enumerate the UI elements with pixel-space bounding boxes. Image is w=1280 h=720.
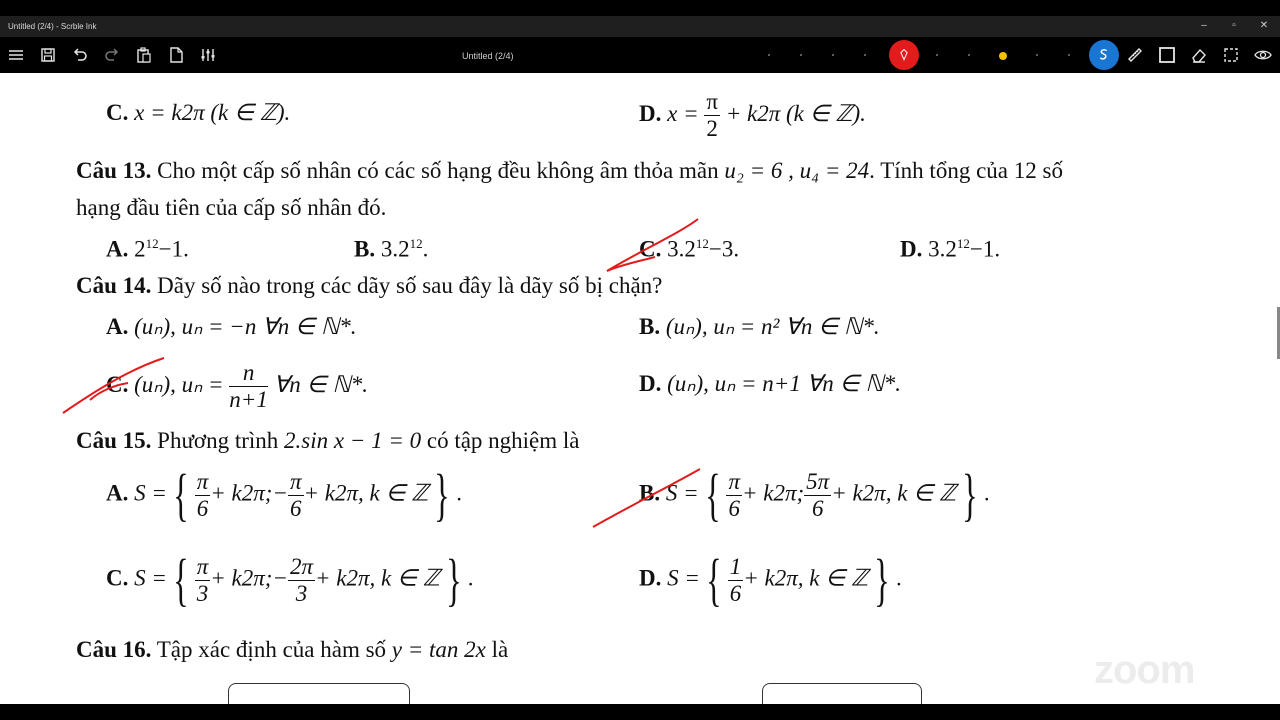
- color-slot[interactable]: [832, 54, 834, 56]
- q13-option-a: A. $2^{12}-1$.: [106, 236, 189, 262]
- q15-question: Câu 15. Phương trình 2.sin x − 1 = 0 có tập nghiệm là: [76, 428, 580, 453]
- paste-icon[interactable]: [135, 46, 153, 64]
- selection-icon[interactable]: [1222, 46, 1240, 64]
- q13-option-c: C. $3.2^{12}-3$.: [639, 236, 740, 262]
- document-canvas[interactable]: [0, 73, 1280, 704]
- close-button[interactable]: ✕: [1259, 20, 1269, 31]
- zoom-watermark: zoom: [1094, 648, 1195, 692]
- q14-question: Câu 14. Dãy số nào trong các dãy số sau đây là dãy số bị chặn?: [76, 273, 663, 298]
- new-page-icon[interactable]: [167, 46, 185, 64]
- q13-option-b: B. $3.2^{12}$.: [354, 236, 429, 262]
- q14-option-c: C. (uₙ), uₙ = $\frac{n}{n+1}$ ∀n ∈ ℕ*.: [106, 360, 369, 412]
- ink-check-q15: [593, 469, 700, 527]
- q12-option-d: D. x = $\frac{\pi}{2}$ + k2π (k ∈ ℤ).: [639, 89, 866, 141]
- q15-option-d: D. S = { $\frac{1}{6}$ + k2π, k ∈ ℤ } .: [639, 547, 902, 612]
- q13-option-d: D. $3.2^{12}-1$.: [900, 236, 1001, 262]
- lasso-pen-icon[interactable]: [1089, 40, 1119, 70]
- save-icon[interactable]: [39, 46, 57, 64]
- q14-option-a: A. (uₙ), uₙ = −n ∀n ∈ ℕ*.: [106, 314, 357, 339]
- shape-square-icon[interactable]: [1158, 46, 1176, 64]
- view-eye-icon[interactable]: [1254, 46, 1272, 64]
- color-slot[interactable]: [936, 54, 938, 56]
- q14-option-b: B. (uₙ), uₙ = n² ∀n ∈ ℕ*.: [639, 314, 880, 339]
- redo-icon[interactable]: [103, 46, 121, 64]
- settings-sliders-icon[interactable]: [199, 46, 217, 64]
- restore-button[interactable]: ▫: [1232, 20, 1236, 31]
- q16-question: Câu 16. Tập xác định của hàm số y = tan 2x là: [76, 637, 509, 662]
- ink-check-q13: [607, 219, 698, 271]
- q13-question-line2: hạng đầu tiên của cấp số nhân đó.: [76, 195, 387, 220]
- yellow-color-dot[interactable]: [999, 52, 1007, 60]
- color-slot[interactable]: [1036, 54, 1038, 56]
- red-pen-icon[interactable]: [889, 40, 919, 70]
- color-slot[interactable]: [864, 54, 866, 56]
- undo-icon[interactable]: [71, 46, 89, 64]
- menu-icon[interactable]: [7, 46, 25, 64]
- ruler-icon[interactable]: [1126, 46, 1144, 64]
- color-slot[interactable]: [800, 54, 802, 56]
- app-toolbar: [0, 37, 1280, 73]
- color-slot[interactable]: [968, 54, 970, 56]
- minimize-button[interactable]: –: [1201, 20, 1207, 31]
- q12-option-c: C. x = k2π (k ∈ ℤ).: [106, 100, 291, 125]
- ink-annotations[interactable]: [0, 73, 1280, 704]
- q15-option-b: B. S = { $\frac{\pi}{6}$ + k2π; $\frac{5\pi}{6}$ + k2π, k ∈ ℤ } .: [639, 462, 990, 527]
- q13-question: Câu 13. Cho một cấp số nhân có các số hạng đều không âm thỏa mãn u₂ = 6 , u₄ = 24. Tính tổng của 12 số: [76, 158, 1063, 183]
- document-title: Untitled (2/4): [462, 51, 514, 61]
- color-slot[interactable]: [768, 54, 770, 56]
- window-titlebar: [0, 16, 1280, 37]
- bottom-bar: [0, 704, 1280, 720]
- q14-option-d: D. (uₙ), uₙ = n+1 ∀n ∈ ℕ*.: [639, 371, 901, 396]
- eraser-icon[interactable]: [1190, 46, 1208, 64]
- window-title: Untitled (2/4) - Scrble Ink: [8, 22, 97, 31]
- q15-option-c: C. S = { $\frac{\pi}{3}$ + k2π;− $\frac{2\pi}{3}$ + k2π, k ∈ ℤ } .: [106, 547, 474, 612]
- q15-option-a: A. S = { $\frac{\pi}{6}$ + k2π;− $\frac{\pi}{6}$ + k2π, k ∈ ℤ } .: [106, 462, 462, 527]
- color-slot[interactable]: [1068, 54, 1070, 56]
